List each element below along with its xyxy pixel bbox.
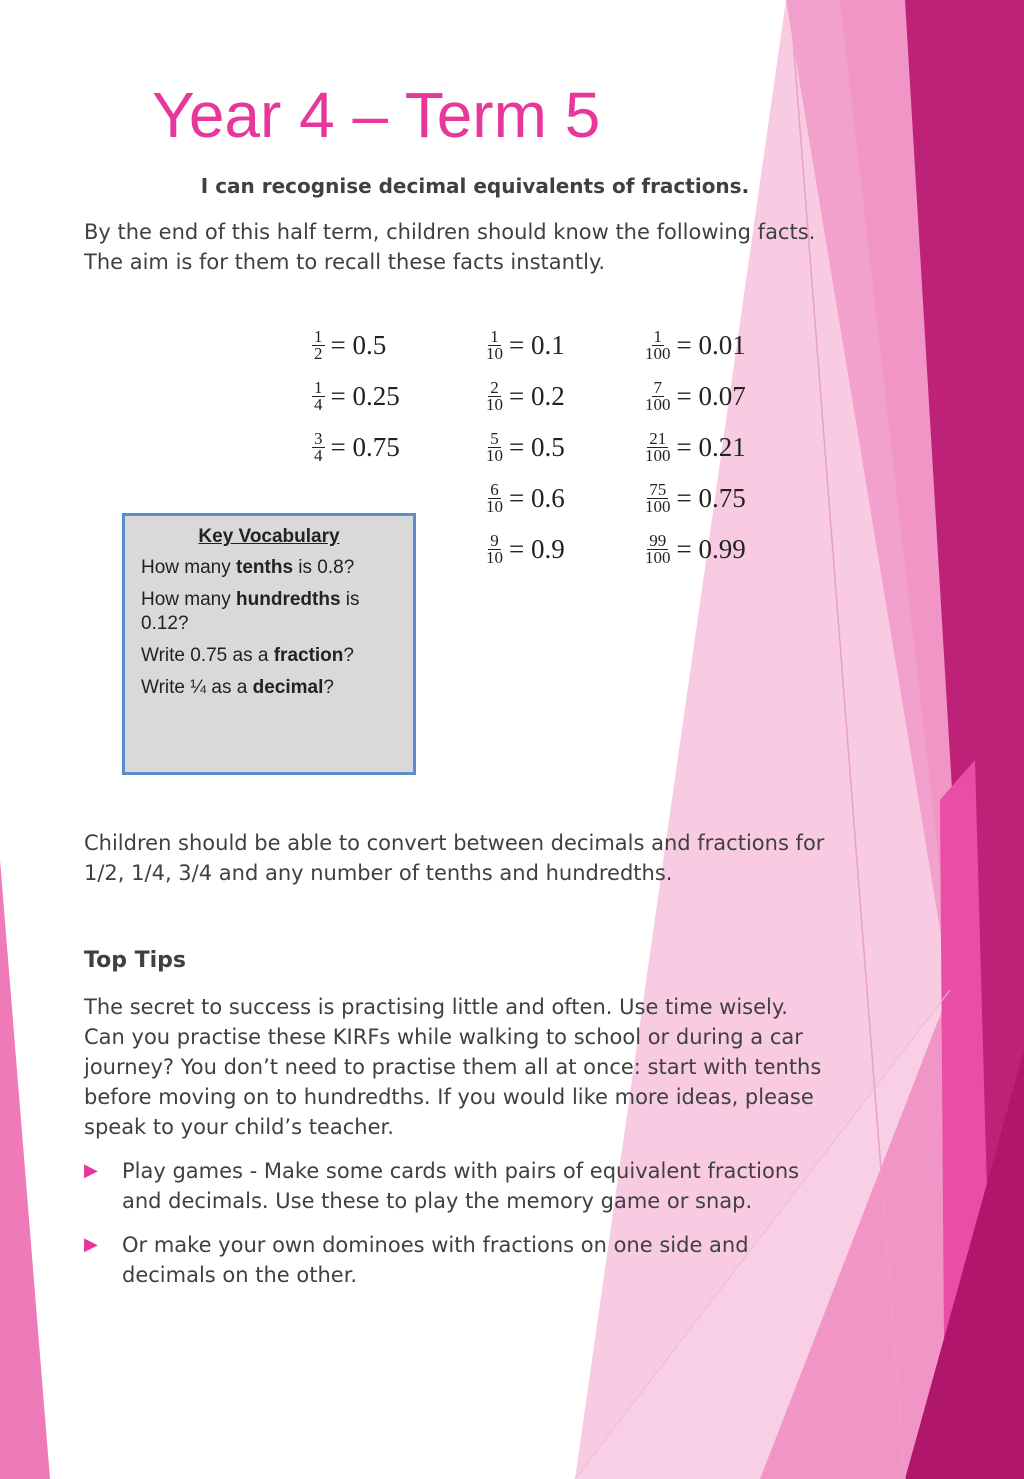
equals-sign: = <box>330 330 353 360</box>
fraction: $\frac{3}{4}$ <box>314 429 323 465</box>
fraction: $\frac{1}{2}$ <box>314 327 323 363</box>
equals-sign: = <box>676 534 699 564</box>
key-vocabulary-box <box>122 513 416 775</box>
decimal-value: 0.21 <box>698 432 746 462</box>
decimal-value: 0.9 <box>530 534 565 564</box>
facts-column <box>645 320 746 575</box>
triangle-bullet-icon: ▶ <box>84 1234 98 1255</box>
fraction: $\frac{5}{10}$ <box>486 429 503 465</box>
vocab-question: How many tenths is 0.8? <box>141 557 355 578</box>
vocab-title: Key Vocabulary <box>198 526 340 547</box>
conversion-line: Children should be able to convert between decimals and fractions for <box>84 831 825 855</box>
fraction: $\frac{99}{100}$ <box>645 531 671 567</box>
facts-column <box>486 320 565 575</box>
decimal-value: 0.75 <box>352 432 400 462</box>
equals-sign: = <box>676 330 699 360</box>
equals-sign: = <box>509 432 531 462</box>
fraction-equivalence <box>645 320 746 371</box>
tips-line: speak to your child’s teacher. <box>84 1115 394 1139</box>
equals-sign: = <box>509 534 531 564</box>
decimal-value: 0.07 <box>698 381 746 411</box>
decimal-value: 0.6 <box>530 483 565 513</box>
fraction: $\frac{75}{100}$ <box>645 480 671 516</box>
fraction-equivalence <box>486 422 565 473</box>
fraction: $\frac{7}{100}$ <box>645 378 671 414</box>
intro-text <box>84 217 884 277</box>
fraction-equivalence <box>486 371 565 422</box>
fraction-equivalence <box>645 371 746 422</box>
fraction-equivalence <box>486 524 565 575</box>
decimal-value: 0.25 <box>352 381 400 411</box>
tips-line: before moving on to hundredths. If you would like more ideas, please <box>84 1085 814 1109</box>
decimal-value: 0.75 <box>698 483 746 513</box>
vocab-question: Write 0.75 as a fraction? <box>141 645 354 666</box>
fraction: $\frac{1}{4}$ <box>314 378 323 414</box>
facts-column <box>312 320 400 473</box>
fraction: $\frac{9}{10}$ <box>486 531 503 567</box>
equals-sign: = <box>676 381 699 411</box>
vocab-question: Write ¼ as a decimal? <box>141 677 334 698</box>
fraction: $\frac{21}{100}$ <box>645 429 671 465</box>
top-tips-heading: Top Tips <box>84 948 186 973</box>
fraction-equivalence <box>312 371 400 422</box>
decimal-value: 0.5 <box>530 432 565 462</box>
fraction-equivalence <box>486 320 565 371</box>
page-title: Year 4 – Term 5 <box>152 79 601 151</box>
tips-line: Can you practise these KIRFs while walking to school or during a car <box>84 1025 803 1049</box>
tips-line: The secret to success is practising little and often. Use time wisely. <box>84 995 788 1019</box>
decimal-value: 0.5 <box>352 330 387 360</box>
fraction-equivalence <box>645 473 746 524</box>
equals-sign: = <box>330 432 353 462</box>
conversion-line: 1/2, 1/4, 3/4 and any number of tenths and hundredths. <box>84 861 673 885</box>
fraction: $\frac{1}{100}$ <box>645 327 671 363</box>
conversion-text <box>84 828 884 888</box>
decimal-value: 0.01 <box>698 330 746 360</box>
tips-text <box>84 992 904 1142</box>
learning-objective: I can recognise decimal equivalents of fractions. <box>200 174 750 198</box>
equals-sign: = <box>509 381 531 411</box>
decimal-value: 0.2 <box>530 381 565 411</box>
bullet-item: ▶ Or make your own dominoes with fractions on one side and decimals on the other. <box>84 1230 844 1290</box>
equals-sign: = <box>676 432 699 462</box>
fraction: $\frac{1}{10}$ <box>486 327 503 363</box>
fraction-equivalence <box>486 473 565 524</box>
intro-line: By the end of this half term, children should know the following facts. <box>84 220 816 244</box>
equals-sign: = <box>509 483 531 513</box>
equals-sign: = <box>330 381 353 411</box>
bullet-item: ▶ Play games - Make some cards with pairs of equivalent fractions and decimals. Use these to play the memory game or snap. <box>84 1156 844 1216</box>
fraction: $\frac{6}{10}$ <box>486 480 503 516</box>
fraction-equivalence <box>312 320 400 371</box>
triangle-bullet-icon: ▶ <box>84 1160 98 1181</box>
decimal-value: 0.1 <box>530 330 565 360</box>
vocab-question: How many hundredths is 0.12? <box>141 589 360 634</box>
fraction: $\frac{2}{10}$ <box>486 378 503 414</box>
fraction-equivalence <box>645 422 746 473</box>
intro-line: The aim is for them to recall these facts instantly. <box>84 250 606 274</box>
fraction-equivalence <box>312 422 400 473</box>
equals-sign: = <box>676 483 699 513</box>
equals-sign: = <box>509 330 531 360</box>
tips-line: journey? You don’t need to practise them all at once: start with tenths <box>84 1055 822 1079</box>
decimal-value: 0.99 <box>698 534 746 564</box>
fraction-equivalence <box>645 524 746 575</box>
